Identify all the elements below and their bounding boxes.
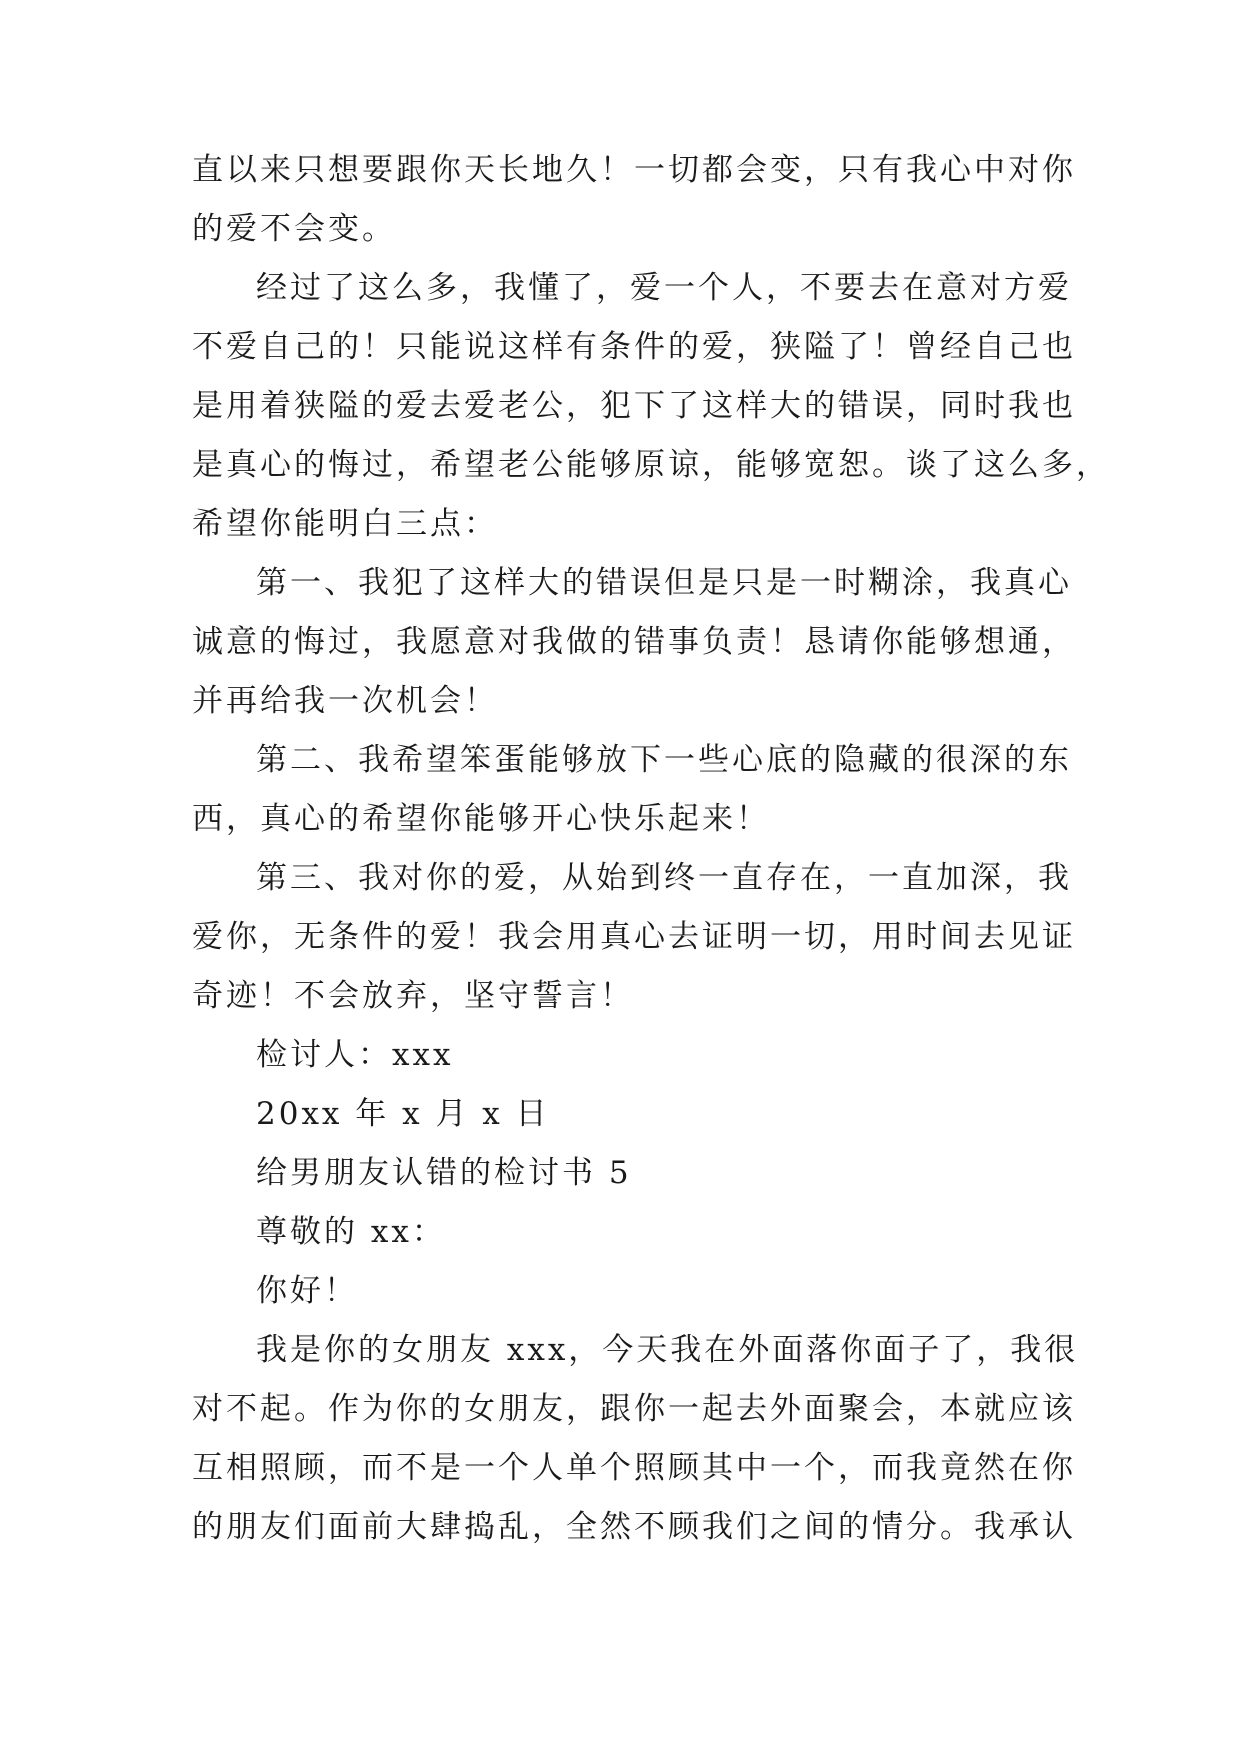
text-line: 并再给我一次机会！ — [192, 683, 498, 719]
text-line: 第三、我对你的爱，从始到终一直存在，一直加深，我 — [256, 860, 1072, 896]
text-line: 互相照顾，而不是一个人单个照顾其中一个，而我竟然在你 — [192, 1450, 1076, 1486]
text-line: 是用着狭隘的爱去爱老公，犯下了这样大的错误，同时我也 — [192, 388, 1076, 424]
text-line: 给男朋友认错的检讨书 5 — [256, 1155, 632, 1191]
text-line: 检讨人：xxx — [256, 1037, 454, 1073]
text-line: 不爱自己的！只能说这样有条件的爱，狭隘了！曾经自己也 — [192, 329, 1076, 365]
text-line: 爱你，无条件的爱！我会用真心去证明一切，用时间去见证 — [192, 919, 1076, 955]
text-line: 的爱不会变。 — [192, 211, 396, 247]
text-line: 直以来只想要跟你天长地久！一切都会变，只有我心中对你 — [192, 152, 1076, 188]
text-line: 希望你能明白三点： — [192, 506, 498, 542]
text-line: 的朋友们面前大肆捣乱，全然不顾我们之间的情分。我承认 — [192, 1509, 1076, 1545]
text-line: 我是你的女朋友 xxx，今天我在外面落你面子了，我很 — [256, 1332, 1079, 1368]
text-line: 20xx 年 x 月 x 日 — [256, 1096, 550, 1132]
text-line: 是真心的悔过，希望老公能够原谅，能够宽恕。谈了这么多， — [192, 447, 1110, 483]
text-line: 奇迹！不会放弃，坚守誓言！ — [192, 978, 634, 1014]
text-line: 诚意的悔过，我愿意对我做的错事负责！恳请你能够想通， — [192, 624, 1076, 660]
text-line: 第二、我希望笨蛋能够放下一些心底的隐藏的很深的东 — [256, 742, 1072, 778]
text-line: 经过了这么多，我懂了，爱一个人，不要去在意对方爱 — [256, 270, 1072, 306]
text-line: 你好！ — [256, 1273, 358, 1309]
text-line: 对不起。作为你的女朋友，跟你一起去外面聚会，本就应该 — [192, 1391, 1076, 1427]
text-line: 西，真心的希望你能够开心快乐起来！ — [192, 801, 770, 837]
text-line: 尊敬的 xx： — [256, 1214, 446, 1250]
text-line: 第一、我犯了这样大的错误但是只是一时糊涂，我真心 — [256, 565, 1072, 601]
